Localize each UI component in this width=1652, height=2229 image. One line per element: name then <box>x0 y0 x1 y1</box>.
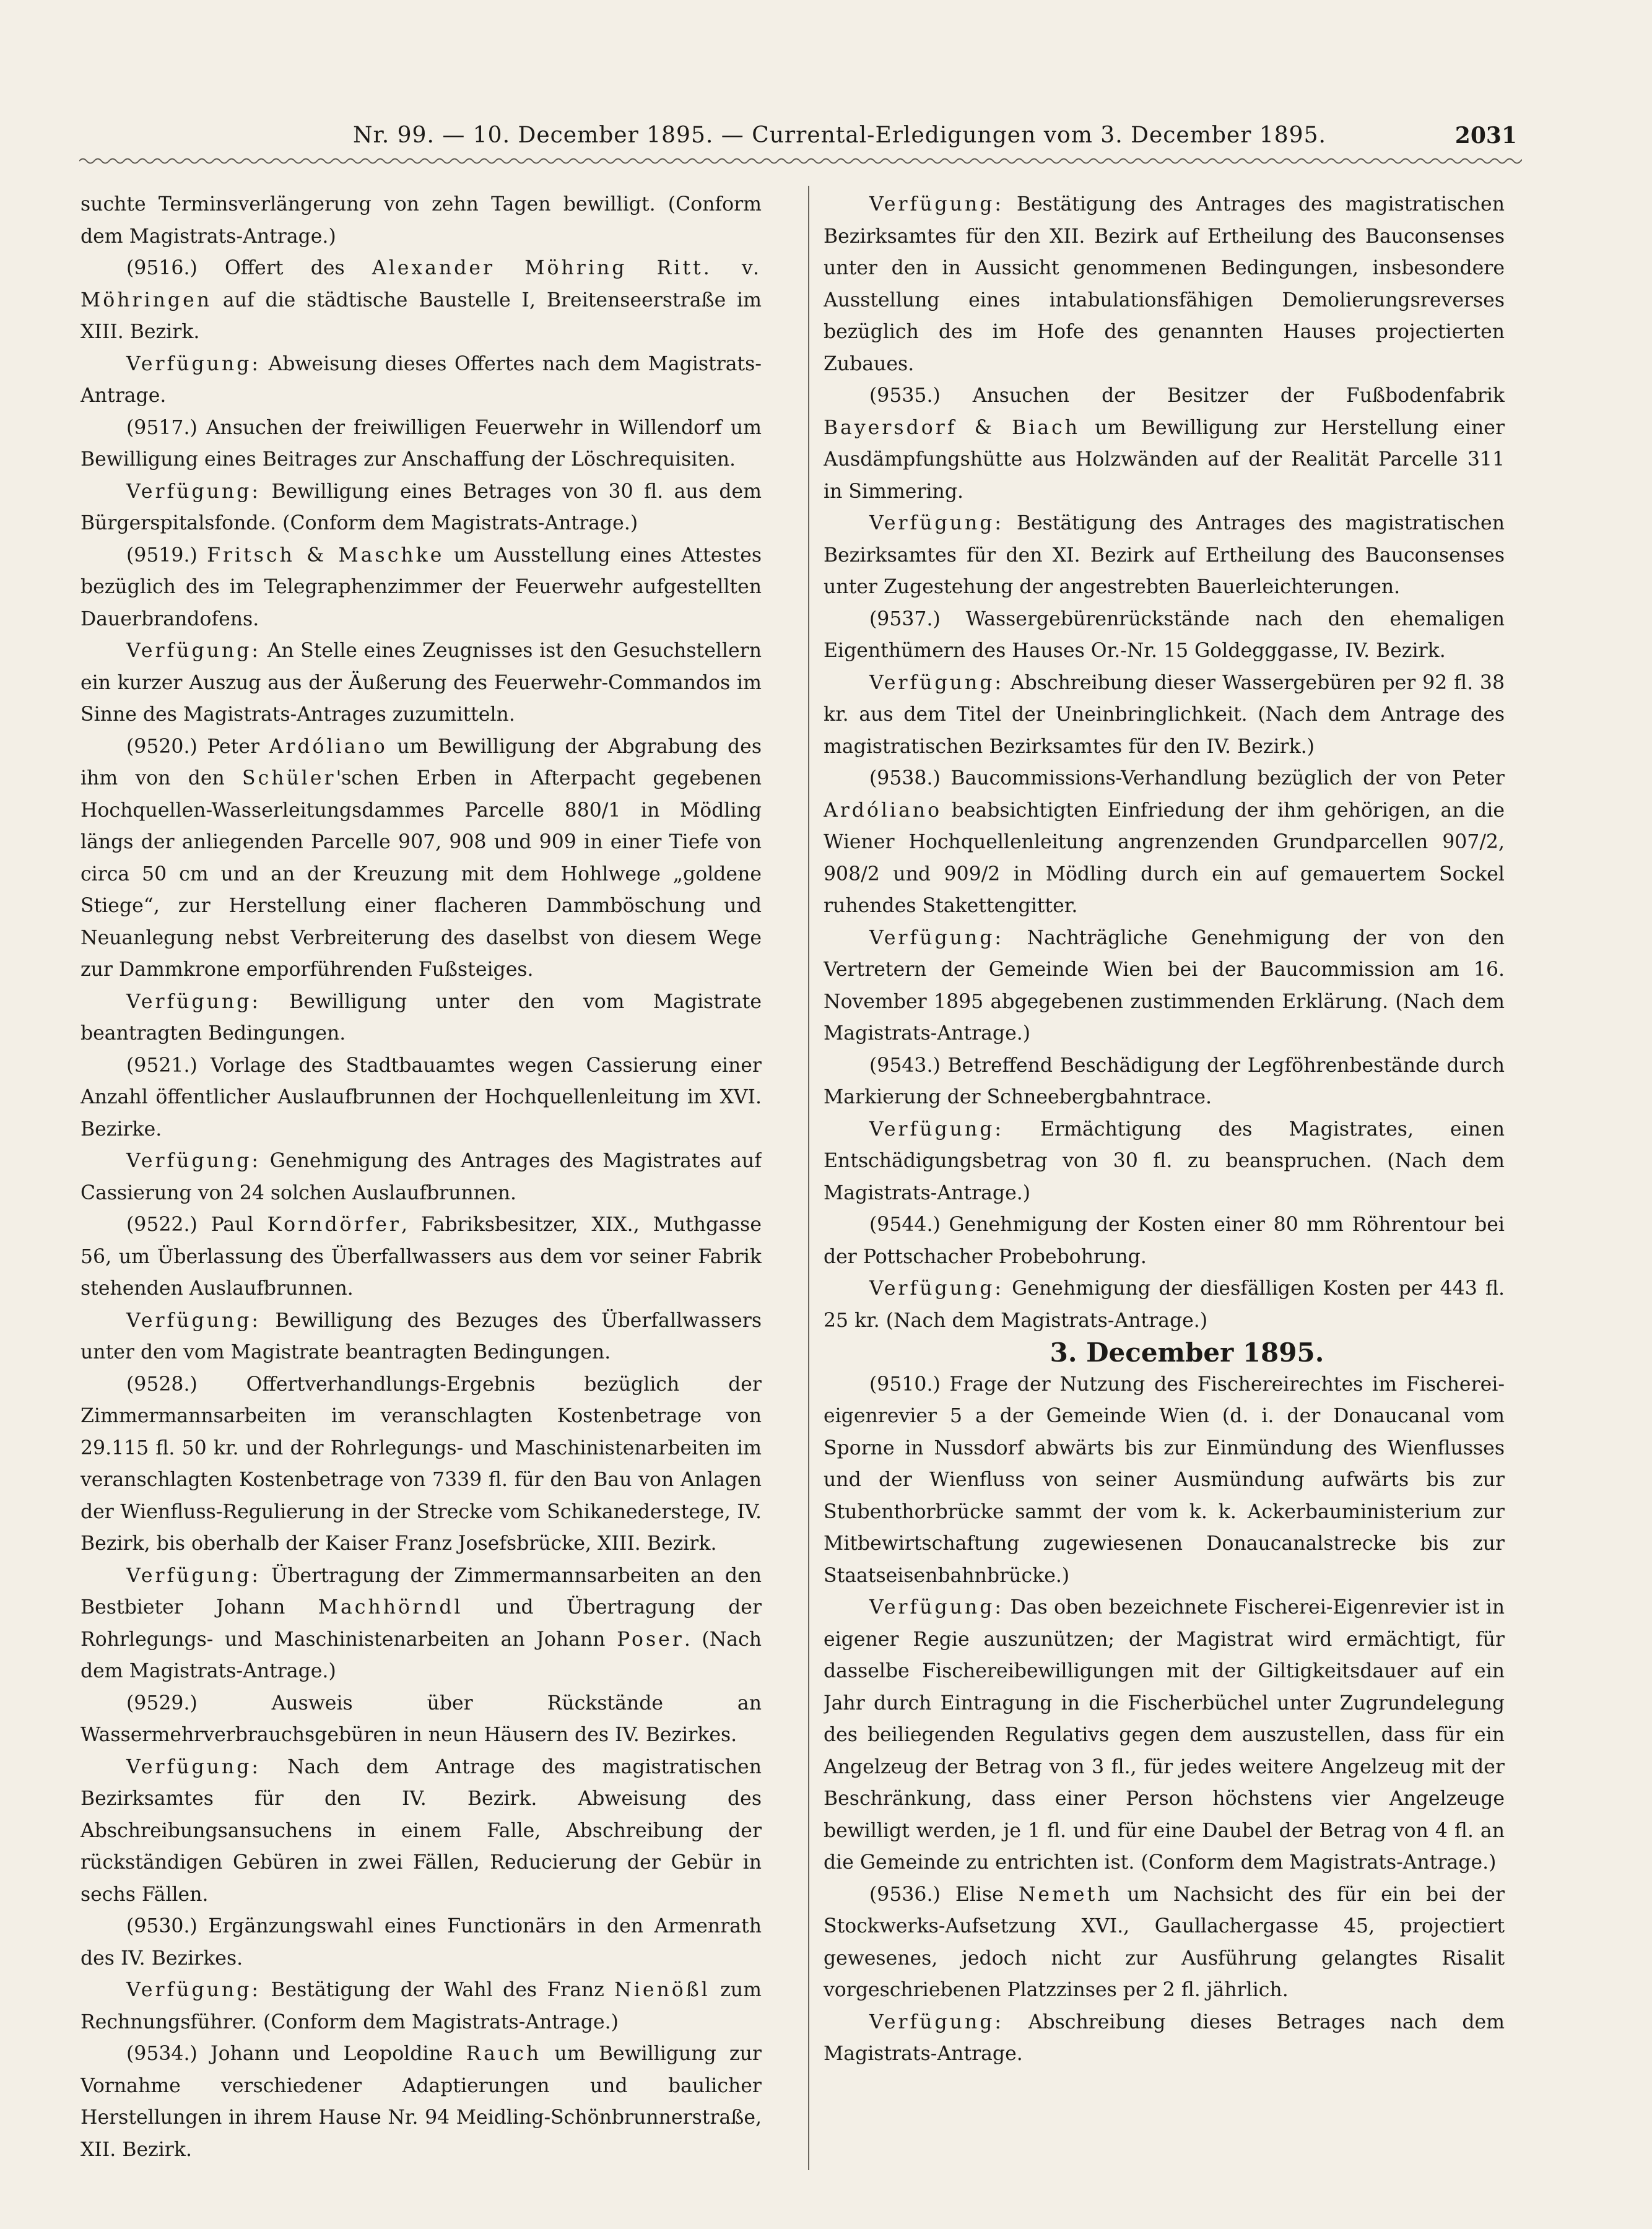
verfuegung-label: Verfügung: <box>126 1150 261 1172</box>
text: (9520.) Peter <box>126 735 269 758</box>
text: Das oben bezeichnete Fischerei-Eigenrevier ist in eigener Regie auszunützen; der Magistrat wird ermächtigt, für dasselbe Fischereibewilligungen mit der Giltigkeitsdauer auf ein Jahr durch Eintragung in die Fischerbüchel unter Zugrundelegung des beiliegenden Regulativs gegen dem auszustellen, dass für ein Angelzeug der Betrag von 3 fl., für jedes weitere Angelzeug mit der Beschränkung, dass einer Person höchstens vier Angelzeuge bewilligt werden, je 1 fl. und für eine Daubel der Betrag von 4 fl. an die Gemeinde zu entrichten ist. (Conform dem Magistrats-Antrage.) <box>824 1596 1505 1874</box>
text: zum Rechnungsführer. (Conform dem Magistrats-Antrage.) <box>80 1979 762 2033</box>
verfuegung-label: Verfügung: <box>126 1979 261 2001</box>
paragraph: (9510.) Frage der Nutzung des Fischereirechtes im Fischerei-eigenrevier 5 a der Gemeinde Wien (d. i. der Donaucanal vom Sporne in Nussdorf abwärts bis zur Einmündung des Wienflusses und der Wienfluss von seiner Ausmündung aufwärts bis zur Stubenthorbrücke sammt der vom k. k. Ackerbauministerium zur Mitbewirtschaftung zugewiesenen Donaucanalstrecke bis zur Staatseisenbahnbrücke.) <box>824 1373 1505 1587</box>
verfuegung-label: Verfügung: <box>869 193 1004 215</box>
text: um Bewilligung zur Vornahme verschiedener Adaptierungen und baulicher Herstellungen in ihrem Hause Nr. 94 Meidling-Schönbrunnerstraße, XII. Bezirk. <box>80 2043 762 2161</box>
running-header <box>80 123 1517 160</box>
text: Bewilligung eines Betrages von 30 fl. aus dem Bürgerspitalsfonde. (Conform dem Magistrats-Antrage.) <box>80 480 762 534</box>
verfuegung-label: Verfügung: <box>126 480 261 503</box>
person-name: Ardóliano <box>269 735 388 758</box>
person-name: Nemeth <box>1018 1883 1113 1906</box>
text: Ermächtigung des Magistrates, einen Entschädigungsbetrag von 30 fl. zu beanspruchen. (Nach dem Magistrats-Antrage.) <box>824 1118 1505 1204</box>
paragraph: (9537.) Wassergebürenrückstände nach den ehemaligen Eigenthümern des Hauses Or.-Nr. 15 Goldegggasse, IV. Bezirk. <box>824 607 1505 662</box>
verfuegung <box>824 1114 1505 1210</box>
text: 'schen Erben in Afterpacht gegebenen Hochquellen-Wasserleitungsdammes Parcelle 880/1 in Mödling längs der anliegenden Parcelle 907, 908 und 909 in einer Tiefe von circa 50 cm und an der Kreuzung mit dem Hohlwege „goldene Stiege“, zur Herstellung einer flacheren Dammböschung und Neuanlegung nebst Verbreiterung des daselbst von diesem Wege zur Dammkrone emporführenden Fußsteiges. <box>80 767 762 981</box>
text: . (Nach dem Magistrats-Antrage.) <box>80 1628 762 1682</box>
text: und Übertragung der Rohrlegungs- und Maschinistenarbeiten an Johann <box>80 1596 762 1651</box>
verfuegung <box>824 667 1505 763</box>
paragraph: (9521.) Vorlage des Stadtbauamtes wegen Cassierung einer Anzahl öffentlicher Auslaufbrunnen der Hochquellenleitung im XVI. Bezirke. <box>80 1054 762 1141</box>
person-name: Schüler <box>242 767 336 789</box>
paragraph: (9528.) Offertverhandlungs-Ergebnis bezüglich der Zimmermannsarbeiten im veranschlagten Kostenbetrage von 29.115 fl. 50 kr. und der Rohrlegungs- und Maschinistenarbeiten im veranschlagten Kostenbetrage von 7339 fl. für den Bau von Anlagen der Wienfluss-Regulierung in der Strecke vom Schikanederstege, IV. Bezirk, bis oberhalb der Kaiser Franz Josefsbrücke, XIII. Bezirk. <box>80 1373 762 1555</box>
header-wavy-rule <box>79 155 1522 167</box>
paragraph: (9543.) Betreffend Beschädigung der Legföhrenbestände durch Markierung der Schneebergbahntrace. <box>824 1054 1505 1108</box>
text: (9534.) Johann und Leopoldine <box>126 2043 466 2065</box>
verfuegung <box>80 1560 762 1688</box>
verfuegung <box>80 1145 762 1209</box>
text: auf die städtische Baustelle I, Breitenseerstraße im XIII. Bezirk. <box>80 289 762 343</box>
verfuegung-label: Verfügung: <box>869 671 1004 694</box>
text: , Fabriksbesitzer, XIX., Muthgasse 56, um Überlassung des Überfallwassers aus dem vor seiner Fabrik stehenden Auslaufbrunnen. <box>80 1214 762 1300</box>
text: An Stelle eines Zeugnisses ist den Gesuchstellern ein kurzer Auszug aus der Äußerung des Feuerwehr-Commandos im Sinne des Magistrats-Antrages zuzumitteln. <box>80 640 762 726</box>
verfuegung <box>80 349 762 412</box>
paragraph <box>824 380 1505 508</box>
person-name: Fritsch & Maschke <box>207 544 445 567</box>
verfuegung <box>824 189 1505 380</box>
verfuegung-label: Verfügung: <box>869 512 1004 534</box>
text: (9516.) Offert des <box>126 257 372 279</box>
text: (9536.) Elise <box>869 1883 1019 1906</box>
verfuegung-label: Verfügung: <box>869 2010 1004 2033</box>
verfuegung-label: Verfügung: <box>869 926 1004 949</box>
paragraph: (9517.) Ansuchen der freiwilligen Feuerwehr in Willendorf um Bewilligung eines Beitrages zur Anschaffung der Löschrequisiten. <box>80 416 762 471</box>
verfuegung-label: Verfügung: <box>869 1596 1004 1619</box>
verfuegung-label: Verfügung: <box>126 352 261 375</box>
verfuegung-label: Verfügung: <box>126 640 261 662</box>
verfuegung <box>80 476 762 540</box>
paragraph: suchte Terminsverlängerung von zehn Tagen bewilligt. (Conform dem Magistrats-Antrage.) <box>80 193 762 248</box>
verfuegung <box>80 1305 762 1369</box>
text: Bestätigung des Antrages des magistratischen Bezirksamtes für den XI. Bezirk auf Ertheilung des Bauconsenses unter Zugestehung der angestrebten Bauerleichterungen. <box>824 512 1505 598</box>
text: (9522.) Paul <box>126 1214 267 1236</box>
text: Bestätigung des Antrages des magistratischen Bezirksamtes für den XII. Bezirk auf Ertheilung des Bauconsenses unter den in Aussicht genommenen Bedingungen, insbesondere Ausstellung eines intabulationsfähigen Demolierungsreverses bezüglich des im Hofe des genannten Hauses projectierten Zubaues. <box>824 193 1505 375</box>
text: Bewilligung des Bezuges des Überfallwassers unter den vom Magistrate beantragten Bedingungen. <box>80 1309 762 1363</box>
text: um Bewilligung zur Herstellung einer Ausdämpfungshütte aus Holzwänden auf der Realität Parcelle 311 in Simmering. <box>824 416 1505 503</box>
paragraph <box>824 1879 1505 2007</box>
column-divider <box>808 186 809 2170</box>
verfuegung <box>824 923 1505 1050</box>
person-name: Rauch <box>466 2043 542 2065</box>
person-name: Nienößl <box>614 1979 710 2001</box>
text: Genehmigung der diesfälligen Kosten per 443 fl. 25 kr. (Nach dem Magistrats-Antrage.) <box>824 1277 1505 1332</box>
verfuegung <box>824 1592 1505 1879</box>
paragraph: (9529.) Ausweis über Rückstände an Wassermehrverbrauchsgebüren in neun Häusern des IV. Bezirkes. <box>80 1692 762 1746</box>
text: um Nachsicht des für ein bei der Stockwerks-Aufsetzung XVI., Gaullachergasse 45, projectiert gewesenes, jedoch nicht zur Ausführung gelangtes Risalit vorgeschriebenen Platzzinses per 2 fl. jährlich. <box>824 1883 1505 2001</box>
paragraph: (9544.) Genehmigung der Kosten einer 80 mm Röhrentour bei der Pottschacher Probebohrung. <box>824 1214 1505 1268</box>
verfuegung-label: Verfügung: <box>126 1755 261 1778</box>
text: beabsichtigten Einfriedung der ihm gehörigen, an die Wiener Hochquellenleitung angrenzenden Grundparcellen 907/2, 908/2 und 909/2 in Mödling durch ein auf gemauertem Sockel ruhendes Stakettengitter. <box>824 799 1505 917</box>
person-name: Poser <box>617 1628 684 1651</box>
text: (9535.) Ansuchen der Besitzer der Fußbodenfabrik <box>869 385 1505 407</box>
paragraph <box>80 540 762 636</box>
person-name: Ardóliano <box>824 799 942 822</box>
verfuegung <box>80 986 762 1050</box>
text: (9538.) Baucommissions-Verhandlung bezüglich der von Peter <box>869 767 1505 789</box>
text: (9519.) <box>126 544 207 567</box>
verfuegung <box>824 508 1505 604</box>
paragraph <box>80 731 762 986</box>
text: Abweisung dieses Offertes nach dem Magistrats-Antrage. <box>80 352 762 407</box>
text: Abschreibung dieses Betrages nach dem Magistrats-Antrage. <box>824 2010 1505 2065</box>
verfuegung <box>80 635 762 731</box>
verfuegung <box>824 2007 1505 2070</box>
paragraph <box>80 1209 762 1305</box>
paragraph <box>824 763 1505 923</box>
verfuegung-label: Verfügung: <box>126 1564 261 1587</box>
page-number: 2031 <box>1454 123 1517 149</box>
text: um Bewilligung der Abgrabung des ihm von den <box>80 735 762 789</box>
text: Nachträgliche Genehmigung der von den Vertretern der Gemeinde Wien bei der Baucommission am 16. November 1895 abgegebenen zustimmenden Erklärung. (Nach dem Magistrats-Antrage.) <box>824 926 1505 1045</box>
paragraph <box>80 2038 762 2166</box>
right-column <box>824 189 1505 2183</box>
verfuegung-label: Verfügung: <box>126 1309 261 1332</box>
text: Bestätigung der Wahl des Franz <box>261 1979 615 2001</box>
paragraph: (9530.) Ergänzungswahl eines Functionärs in den Armenrath des IV. Bezirkes. <box>80 1915 762 1970</box>
verfuegung <box>80 1752 762 1911</box>
text: um Ausstellung eines Attestes bezüglich des im Telegraphenzimmer der Feuerwehr aufgestellten Dauerbrandofens. <box>80 544 762 630</box>
verfuegung-label: Verfügung: <box>869 1118 1004 1141</box>
text: Abschreibung dieser Wassergebüren per 92 fl. 38 kr. aus dem Titel der Uneinbringlichkeit. (Nach dem Antrage des magistratischen Bezirksamtes für den IV. Bezirk.) <box>824 671 1505 758</box>
text: Nach dem Antrage des magistratischen Bezirksamtes für den IV. Bezirk. Abweisung des Abschreibungsansuchens in einem Falle, Abschreibung der rückständigen Gebüren in zwei Fällen, Reducierung der Gebür in sechs Fällen. <box>80 1755 762 1906</box>
text: Bewilligung unter den vom Magistrate beantragten Bedingungen. <box>80 990 762 1045</box>
verfuegung-label: Verfügung: <box>869 1277 1004 1300</box>
text: Übertragung der Zimmermannsarbeiten an den Bestbieter Johann <box>80 1564 762 1619</box>
left-column <box>80 189 762 2183</box>
section-heading: 3. December 1895. <box>1050 1337 1324 1368</box>
text: Genehmigung des Antrages des Magistrates auf Cassierung von 24 solchen Auslaufbrunnen. <box>80 1150 762 1204</box>
verfuegung <box>824 1273 1505 1337</box>
verfuegung <box>80 1975 762 2038</box>
running-title: Nr. 99. — 10. December 1895. — Currental-Erledigungen vom 3. December 1895. <box>353 123 1326 148</box>
person-name: Alexander Möhring Ritt. v. Möhringen <box>80 257 762 311</box>
paragraph <box>80 253 762 349</box>
person-name: Bayersdorf & Biach <box>824 416 1080 439</box>
verfuegung-label: Verfügung: <box>126 990 261 1013</box>
person-name: Korndörfer <box>267 1214 401 1236</box>
person-name: Machhörndl <box>318 1596 463 1619</box>
